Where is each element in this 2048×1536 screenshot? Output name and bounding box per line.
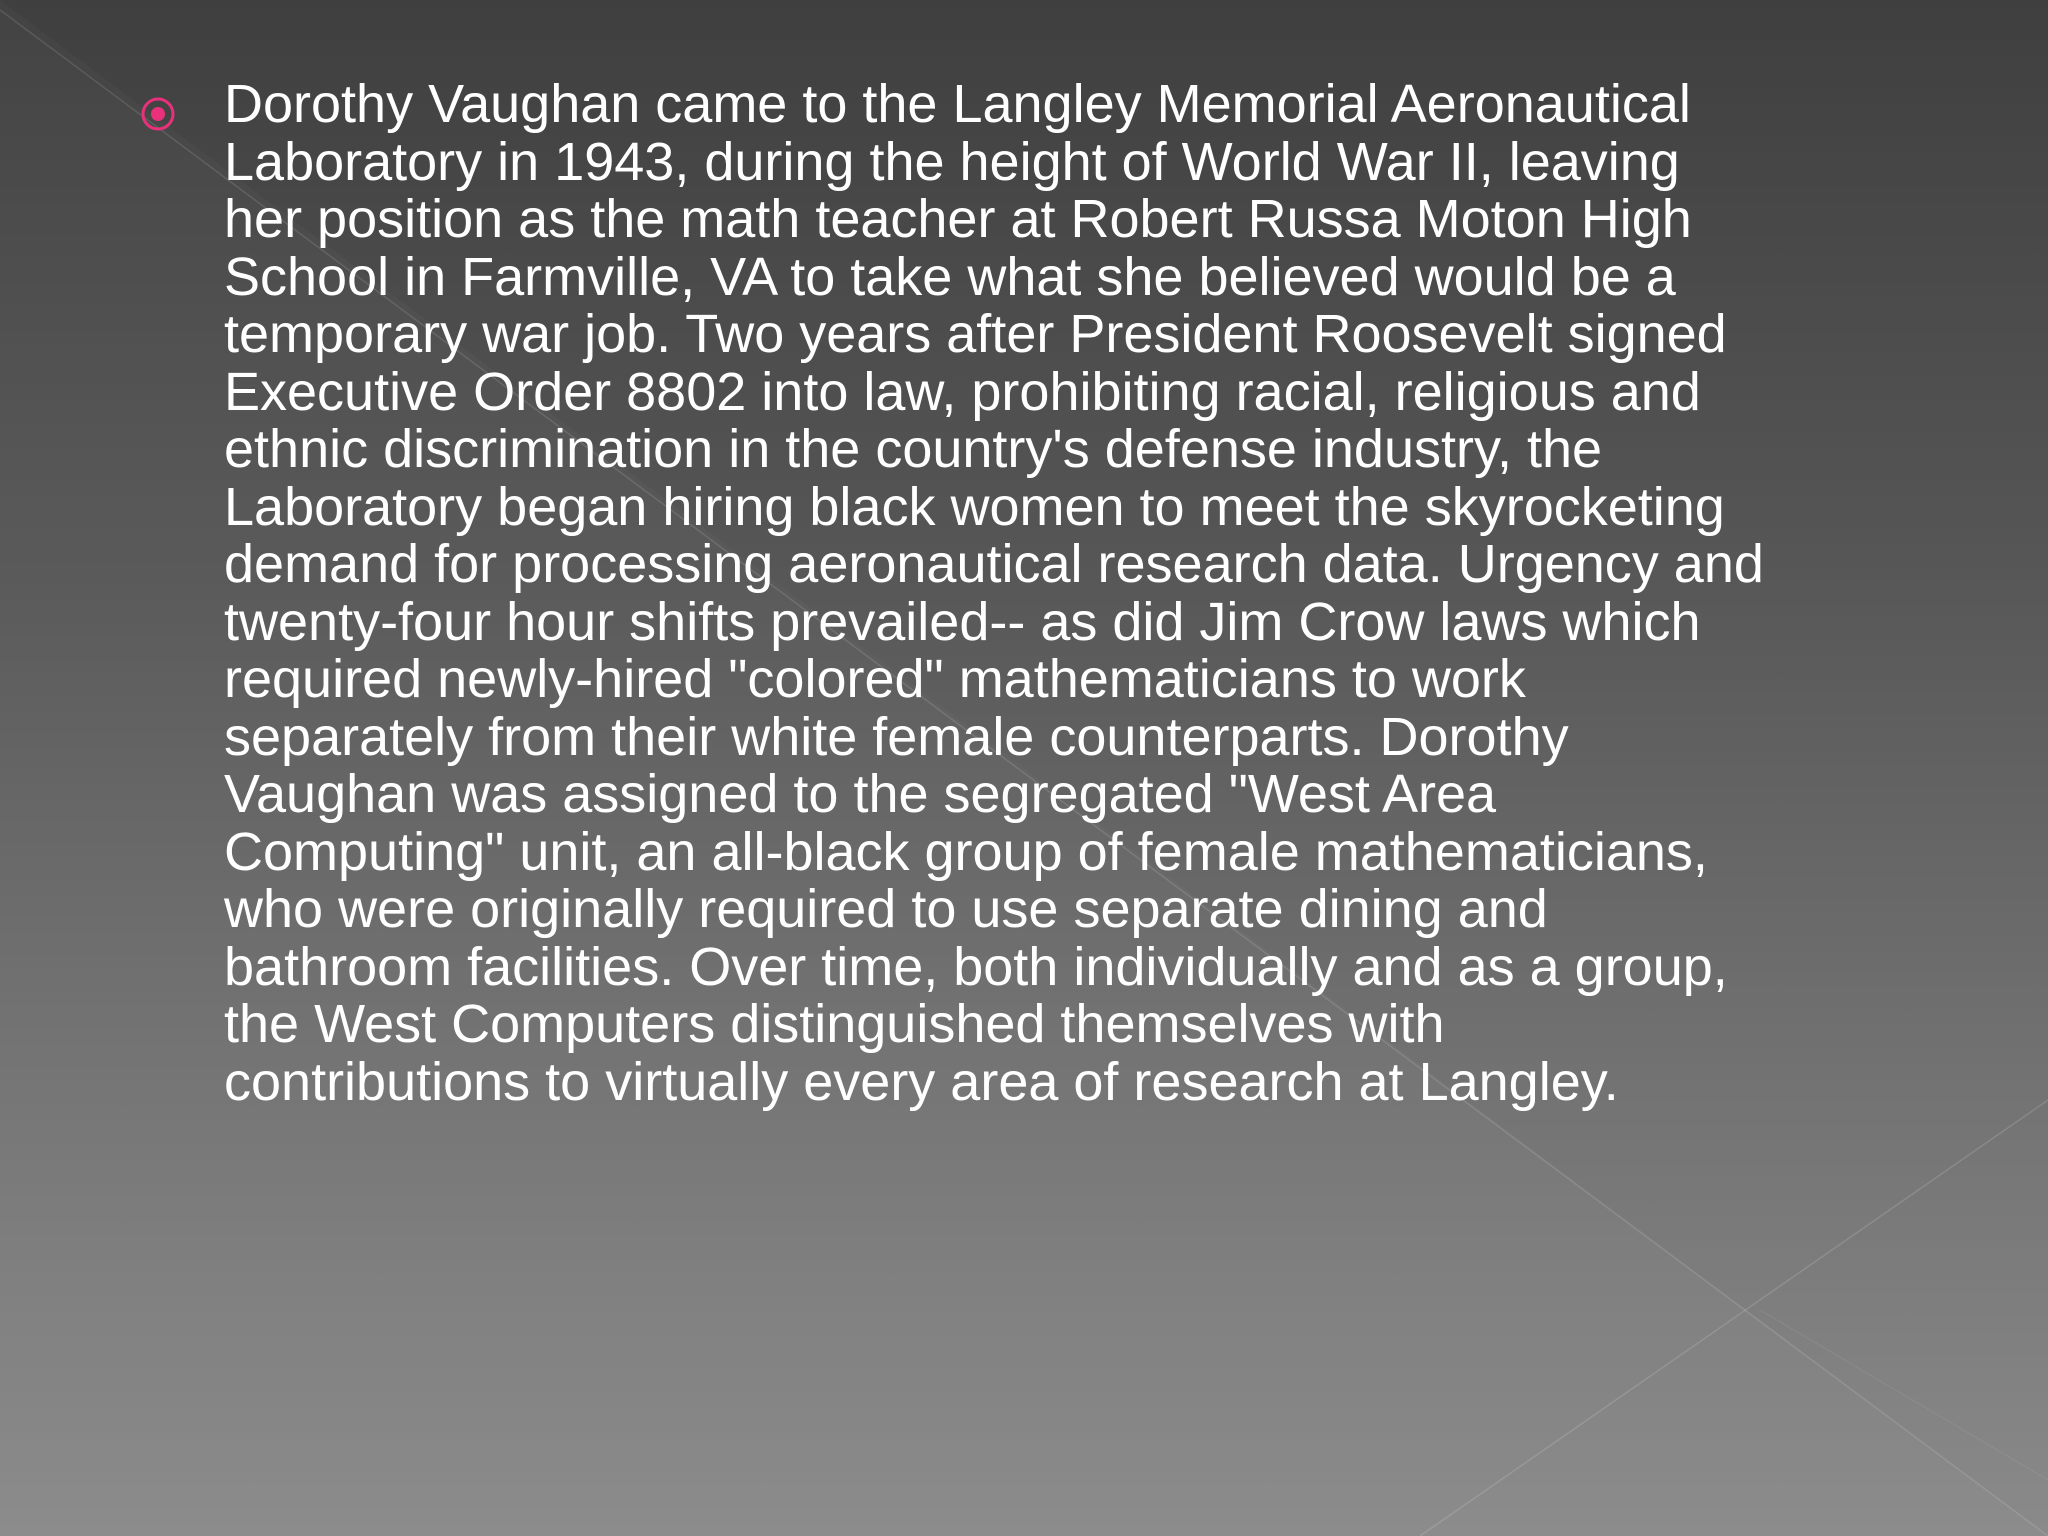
bullet-paragraph: Dorothy Vaughan came to the Langley Memorial Aeronautical Laboratory in 1943, during the height of World War II, leaving her position as the math teacher at Robert Russa Moton High School in Farmville, VA to take what she believed would be a temporary war job. Two years after President Roosevelt signed Executive Order 8802 into law, prohibiting racial, religious and ethnic discrimination in the country's defense industry, the Laboratory began hiring black women to meet the skyrocketing demand for processing aeronautical research data. Urgency and twenty-four hour shifts prevailed-- as did Jim Crow laws which required newly-hired "colored" mathematicians to work separately from their white female counterparts. Dorothy Vaughan was assigned to the segregated "West Area Computing" unit, an all-black group of female mathematicians, who were originally required to use separate dining and bathroom facilities. Over time, both individually and as a group, the West Computers distinguished themselves with contributions to virtually every area of research at Langley. xyxy=(224,74,1764,1112)
bullet-item xyxy=(140,76,1940,1111)
target-bullet-icon xyxy=(140,96,176,132)
